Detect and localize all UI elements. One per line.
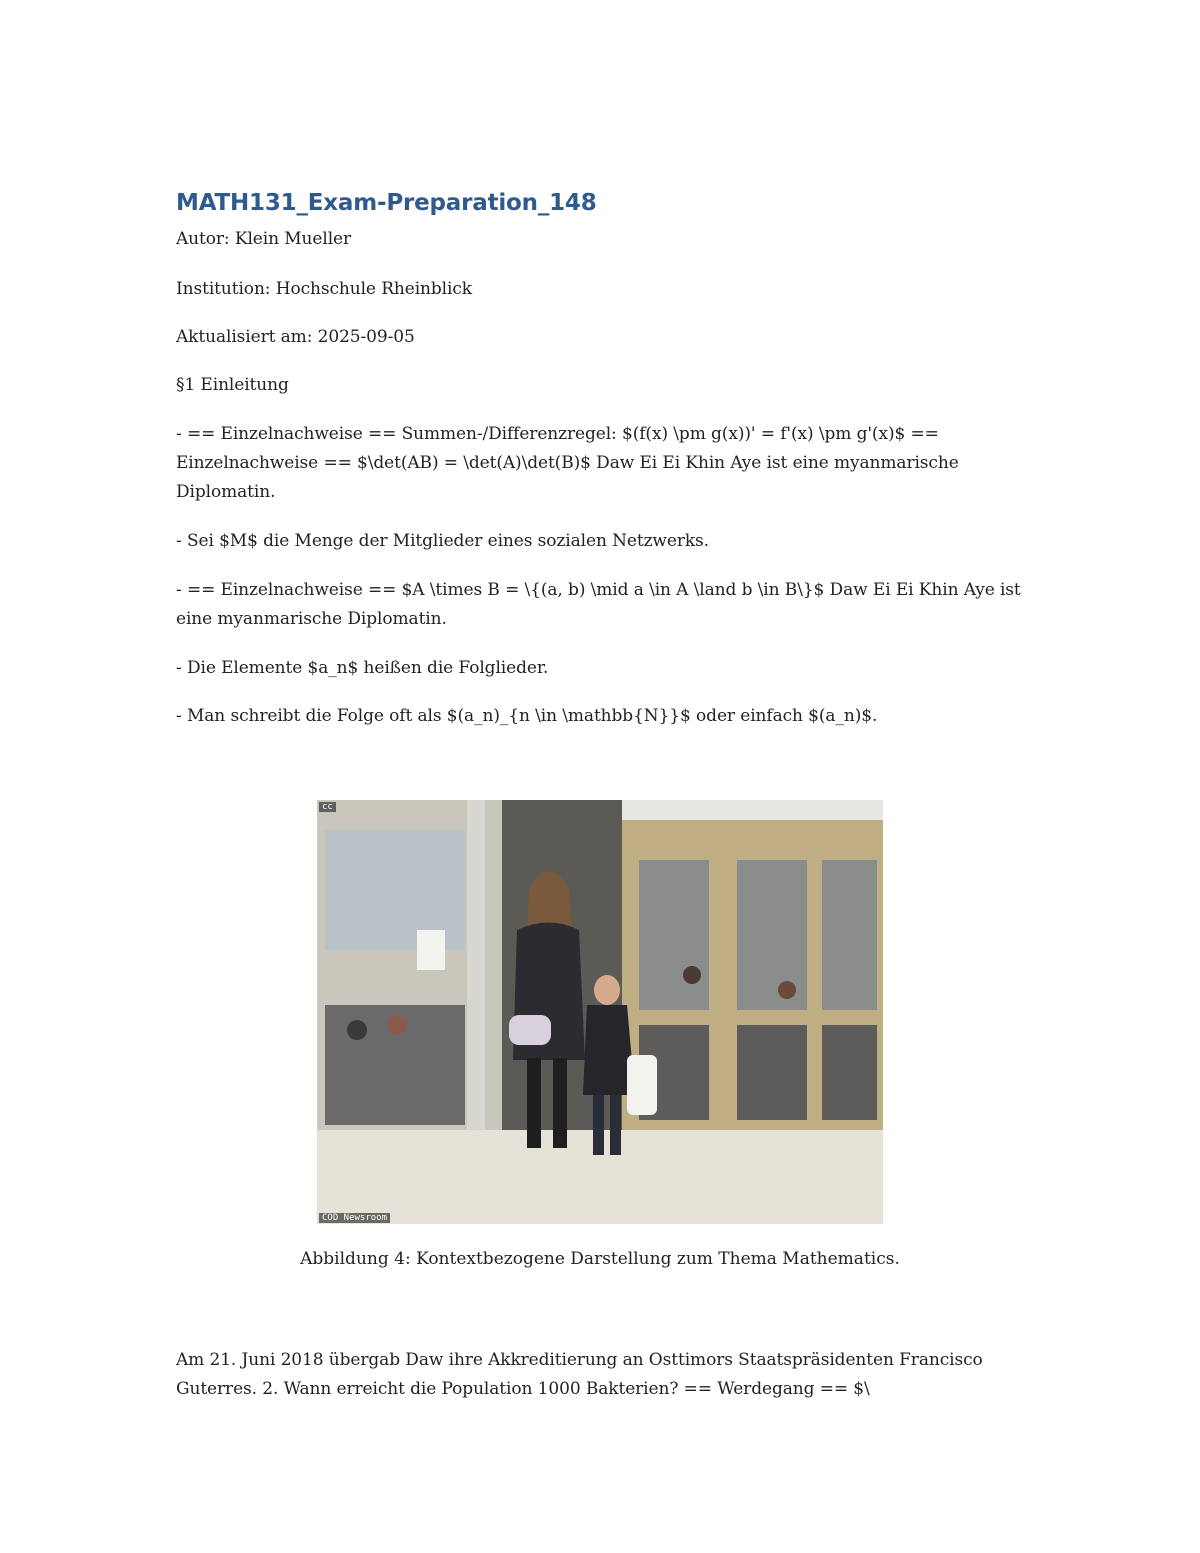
institution-line: Institution: Hochschule Rheinblick	[176, 279, 472, 299]
section-heading: §1 Einleitung	[176, 375, 289, 395]
figure-photo	[317, 800, 883, 1224]
bullet-item: - == Einzelnachweise == $A \times B = \{(a, b) \mid a \in A \land b \in B\}$ Daw Ei Ei Khin Aye ist eine myanmarische Diplomatin.	[176, 580, 1021, 629]
bullet-item: - Sei $M$ die Menge der Mitglieder eines sozialen Netzwerks.	[176, 531, 709, 551]
updated-line: Aktualisiert am: 2025-09-05	[176, 327, 415, 347]
bullet-item: - Man schreibt die Folge oft als $(a_n)_{n \in \mathbb{N}}$ oder einfach $(a_n)$.	[176, 706, 878, 726]
bullet-item: - == Einzelnachweise == Summen-/Differenzregel: $(f(x) \pm g(x))' = f'(x) \pm g'(x)$ == Einzelnachweise == $\det(AB) = \det(A)\det(B)$ Daw Ei Ei Khin Aye ist eine myanmarische Diplomatin.	[176, 424, 959, 502]
figure-caption: Abbildung 4: Kontextbezogene Darstellung zum Thema Mathematics.	[300, 1249, 900, 1269]
document-title: MATH131_Exam-Preparation_148	[176, 190, 597, 216]
cc-badge: cc	[319, 802, 336, 812]
closing-paragraph: Am 21. Juni 2018 übergab Daw ihre Akkreditierung an Osttimors Staatspräsidenten Francisco Guterres. 2. Wann erreicht die Population 1000 Bakterien? == Werdegang == $\	[176, 1350, 983, 1399]
author-line: Autor: Klein Mueller	[176, 229, 352, 249]
watermark-label: COD Newsroom	[319, 1213, 390, 1223]
bullet-item: - Die Elemente $a_n$ heißen die Folglieder.	[176, 658, 549, 678]
photo-illustration	[317, 800, 883, 1224]
